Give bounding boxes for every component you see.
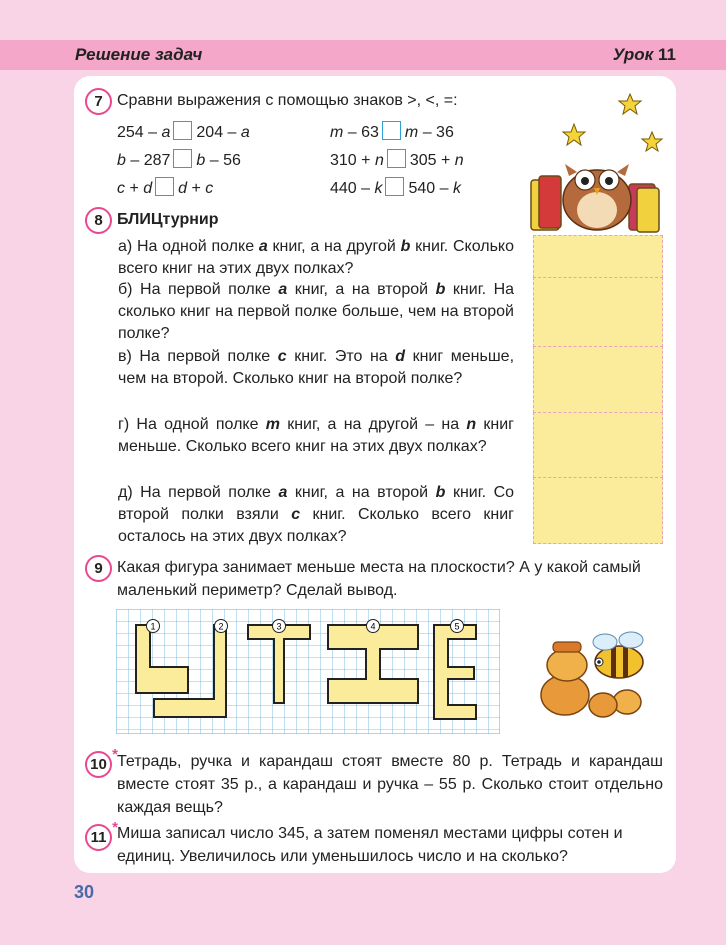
figure-label: 5 [454, 621, 460, 632]
task-8b: б) На первой полке a книг, а на второй b книг. На сколько книг на первой полке больше, чем на второй полке? [118, 281, 515, 342]
figure-label: 4 [370, 621, 376, 632]
expr-row3-right: 440 – k 540 – k [330, 177, 461, 199]
task-9-number: 9 [85, 555, 112, 582]
lesson-label [613, 45, 676, 65]
answer-box-e[interactable] [533, 477, 663, 544]
task-7-number: 7 [85, 88, 112, 115]
figure-label: 3 [276, 621, 282, 632]
task-8d: г) На одной полке m книг, а на другой – на n книг меньше. Сколько всего книг на этих двух полках? [118, 416, 515, 455]
compare-box[interactable] [173, 149, 192, 168]
compare-box[interactable] [387, 149, 406, 168]
task-10-number: 10 * [85, 751, 112, 778]
answer-box-a[interactable] [533, 235, 663, 278]
expr-row1-left: 254 – a 204 – a [117, 121, 250, 143]
compare-box[interactable] [382, 121, 401, 140]
compare-box[interactable] [155, 177, 174, 196]
section-title: Решение задач [75, 45, 203, 64]
figure-5 [434, 625, 476, 719]
compare-box[interactable] [173, 121, 192, 140]
task-8-number: 8 [85, 207, 112, 234]
compare-box[interactable] [385, 177, 404, 196]
task-11-number: 11 * [85, 824, 112, 851]
page-number: 30 [74, 882, 95, 902]
answer-box-c[interactable] [533, 346, 663, 413]
figures-grid [116, 609, 500, 734]
expr-row2-left: b – 287 b – 56 [117, 149, 241, 171]
task-8e: д) На первой полке a книг, а на второй b книг. Со второй полки взяли c книг. Сколько всего книг осталось на этих двух полках? [118, 484, 515, 545]
task-8c: в) На первой полке c книг. Это на d книг меньше, чем на второй. Сколько книг на второй полке? [118, 348, 515, 387]
answer-box-b[interactable] [533, 277, 663, 347]
expr-row3-left: c + d d + c [117, 177, 213, 199]
task-8a: а) На одной полке a книг, а на другой b книг. Сколько всего книг на этих двух полках? [118, 238, 514, 277]
star-icon [642, 132, 662, 151]
owl-icon [563, 164, 631, 230]
lesson-number: 11 [658, 45, 676, 64]
star-icon [619, 94, 641, 114]
star-mark: * [112, 746, 118, 763]
task-11-text: Миша записал число 345, а затем поменял местами цифры сотен и единиц. Увеличилось или уменьшилось число и на сколько? [117, 825, 623, 865]
answer-box-d[interactable] [533, 412, 663, 478]
bee-icon [593, 632, 643, 678]
figure-label: 1 [150, 621, 156, 632]
task-10-text: Тетрадь, ручка и карандаш стоят вместе 80 р. Тетрадь и карандаш вместе стоят 35 р., а карандаш и ручка – 55 р. Сколько стоит отдельно каждая вещь? [117, 753, 663, 816]
books-left-icon [531, 176, 561, 230]
star-icon [563, 124, 585, 145]
figure-label: 2 [218, 621, 224, 632]
task-8-title: БЛИЦтурнир [117, 211, 219, 228]
expr-row2-right: 310 + n 305 + n [330, 149, 464, 171]
expr-row1-right: m – 63 m – 36 [330, 121, 454, 143]
star-mark: * [112, 819, 118, 836]
task-9-text: Какая фигура занимает меньше места на плоскости? А у какой самый маленький периметр? Сделай вывод. [117, 559, 641, 599]
owl-illustration [525, 150, 670, 235]
books-right-icon [629, 184, 659, 232]
task-7-text: Сравни выражения с помощью знаков >, <, =: [117, 92, 458, 109]
bee-honey-illustration [535, 620, 660, 720]
lesson-word: Урок [612, 45, 654, 64]
